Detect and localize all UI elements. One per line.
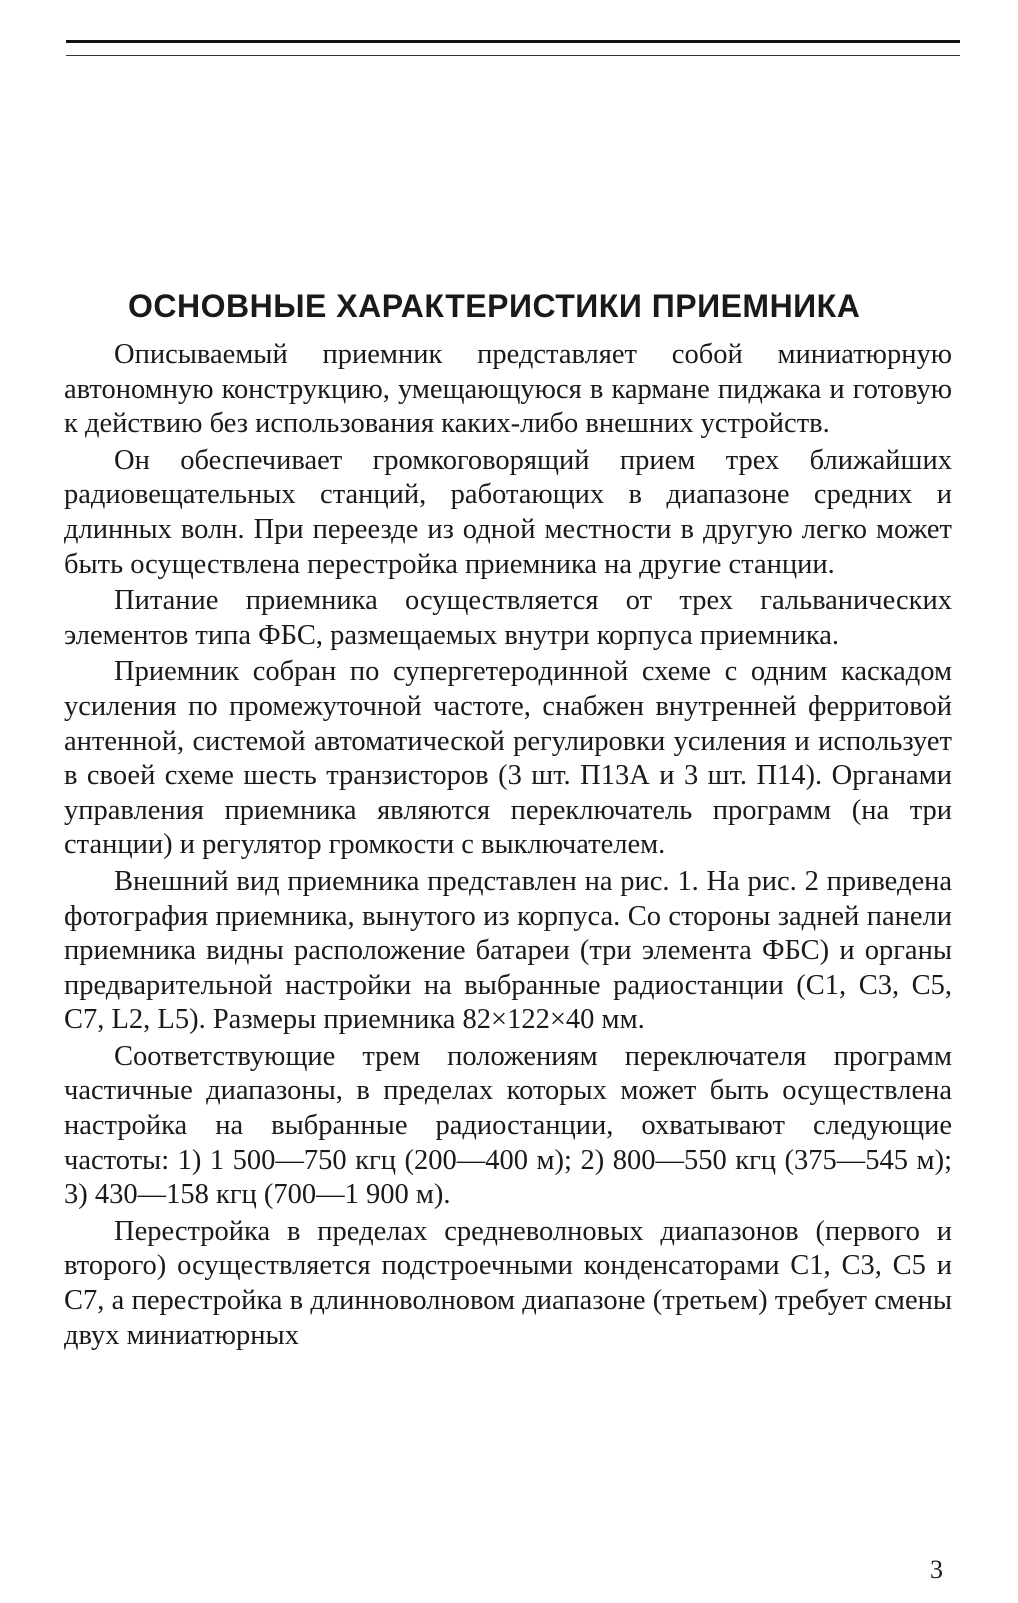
paragraph: Перестройка в пределах средневолновых диапазонов (первого и второго) осуществляется подстроечными конденсаторами C1, C3, C5 и C7, а перестройка в длинноволновом диапазоне (третьем) требует смены двух миниатюрных — [64, 1215, 952, 1351]
paragraph: Он обеспечивает громкоговорящий прием трех ближайших радиовещательных станций, работающих в диапазоне средних и длинных волн. При переезде из одной местности в другую легко может быть осуществлена перестройка приемника на другие станции. — [64, 444, 952, 580]
body-text — [64, 338, 952, 1355]
page-number: 3 — [930, 1555, 943, 1584]
section-title: ОСНОВНЫЕ ХАРАКТЕРИСТИКИ ПРИЕМНИКА — [128, 288, 861, 324]
paragraph: Приемник собран по супергетеродинной схеме с одним каскадом усиления по промежуточной частоте, снабжен внутренней ферритовой антенной, системой автоматической регулировки усиления и использует в своей схеме шесть транзисторов (3 шт. П13А и 3 шт. П14). Органами управления приемника являются переключатель программ (на три станции) и регулятор громкости с выключателем. — [64, 656, 952, 861]
paragraph: Питание приемника осуществляется от трех гальванических элементов типа ФБС, размещаемых внутри корпуса приемника. — [64, 585, 952, 651]
header-rule-thick — [66, 40, 960, 43]
paragraph: Описываемый приемник представляет собой миниатюрную автономную конструкцию, умещающуюся в кармане пиджака и готовую к действию без использования каких-либо внешних устройств. — [64, 339, 952, 440]
paragraph: Внешний вид приемника представлен на рис. 1. На рис. 2 приведена фотография приемника, вынутого из корпуса. Со стороны задней панели приемника видны расположение батареи (три элемента ФБС) и органы предварительной настройки на выбранные радиостанции (C1, C3, C5, C7, L2, L5). Размеры приемника 82×122×40 мм. — [64, 865, 952, 1036]
header-rule-thin — [66, 55, 960, 56]
paragraph: Соответствующие трем положениям переключателя программ частичные диапазоны, в пределах которых может быть осуществлена настройка на выбранные радиостанции, охватывают следующие частоты: 1) 1 500—750 кгц (200—400 м); 2) 800—550 кгц (375—545 м); 3) 430—158 кгц (700—1 900 м). — [64, 1040, 952, 1211]
